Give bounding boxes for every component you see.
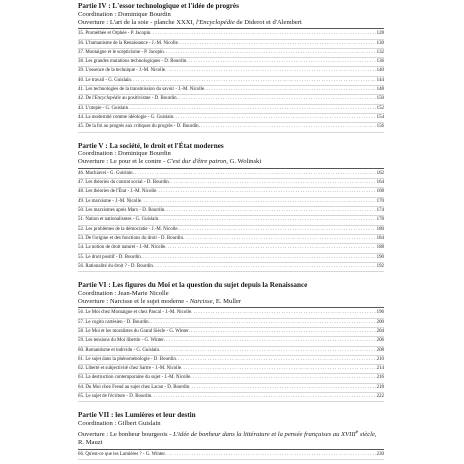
ouverture-italic-2: siècle (358, 431, 375, 439)
page-number: 130 (376, 40, 384, 46)
entry-title: 42. De l'Encyclopédie au positivisme - D. Bourdin (78, 96, 177, 102)
entry-title: 56. Rationalité du droit ? - D. Bourdin (78, 263, 153, 269)
toc-entry (78, 319, 384, 328)
ouverture (78, 158, 384, 166)
page-number: 178 (376, 217, 384, 223)
toc-entry (78, 365, 384, 374)
dot-leader (159, 347, 376, 355)
toc-entry (78, 198, 384, 207)
entry-title: 51. Nation et nationalismes - G. Guislain (78, 217, 159, 223)
toc-entry (78, 244, 384, 253)
page-number: 170 (376, 198, 384, 204)
entry-title: 37. Montaigne et le scepticisme - P. Jacopin (78, 49, 164, 55)
entry-title: 63. La destruction contemporaine du sujet - J.-M. Nicolle (78, 375, 191, 381)
part-vi (78, 281, 384, 402)
dot-leader (199, 123, 376, 131)
ouverture-italic: l'Encyclopédie (196, 18, 235, 26)
entry-title: 66. Qu'est-ce que les Lumières ? - G. Winter (78, 451, 165, 457)
part-title: Partie VII : les Lumières et leur destin (78, 411, 196, 420)
entry-title: 47. Les théories du contrat social - D. Bourdin (78, 180, 169, 186)
page-number: 128 (376, 31, 384, 37)
toc-entry (78, 114, 384, 123)
page-number: 144 (376, 77, 384, 83)
entry-title: 41. Les technologies de la transmission du savoir - J.-M. Nicolle (78, 87, 205, 93)
coordination: Coordination : Gilbert Guislain (78, 419, 161, 427)
toc-entry (78, 235, 384, 244)
toc-entry (78, 105, 384, 114)
toc-entry (78, 95, 384, 104)
dot-leader (158, 216, 376, 224)
ouverture (78, 428, 384, 447)
page-number: 162 (376, 170, 384, 176)
dot-leader (165, 451, 376, 459)
dot-leader (173, 114, 375, 122)
page-number: 140 (376, 68, 384, 74)
entry-title: 50. Les marxismes après Marx - D. Bourdin (78, 208, 165, 214)
toc-entry (78, 30, 384, 39)
dot-leader (156, 188, 375, 196)
ouverture-suffix: , R. Mauzi (78, 431, 377, 447)
part-iv (78, 2, 384, 133)
divider (78, 168, 384, 169)
coordination: Coordination : Dominique Bourdin (78, 150, 171, 158)
dot-leader (177, 95, 376, 103)
toc-entry (78, 86, 384, 95)
entry-title: 48. Les théories de l'État - J.-M. Nicolle (78, 189, 157, 195)
page-number: 222 (376, 394, 384, 400)
dot-leader (128, 105, 376, 113)
part-vii (78, 411, 384, 460)
coordination: Coordination : Jean-Marie Nicolle (78, 289, 169, 297)
dot-leader (169, 179, 376, 187)
dot-leader (191, 309, 376, 317)
entry-title: 54. La notion de droit naturel - J.-M. Nicolle (78, 245, 166, 251)
part-title: Partie IV : L'essor technologique et l'idée de progrès (78, 2, 239, 10)
toc-entry (78, 356, 384, 365)
ouverture-sup: e (355, 429, 359, 436)
entry-title: 64. Du Moi chez Freud au sujet chez Lacan - D. Bourdin (78, 384, 190, 390)
page-number: 184 (376, 235, 384, 241)
divider (78, 307, 384, 308)
entry-title: 52. Les problèmes de la démocratie - J.-M. Nicolle (78, 226, 178, 232)
dot-leader (190, 374, 375, 382)
dot-leader (165, 67, 376, 75)
toc-entry (78, 226, 384, 235)
toc-entry (78, 393, 384, 402)
toc-entry (78, 207, 384, 216)
ouverture-suffix: de Diderot et d'Alembert (234, 18, 302, 26)
dot-leader (164, 207, 375, 215)
entry-title: 36. L'humanisme de la Renaissance - J.-M. Nicolle (78, 40, 178, 46)
page-number: 192 (376, 263, 384, 269)
toc-entry (78, 67, 384, 76)
dot-leader (186, 58, 375, 66)
dot-leader (141, 198, 376, 206)
page-number: 154 (376, 114, 384, 120)
table-of-contents (78, 2, 384, 463)
page-number: 132 (376, 49, 384, 55)
entry-title: 55. Le droit positif - D. Bourdin (78, 254, 141, 260)
dot-leader (133, 170, 376, 178)
dot-leader (151, 393, 375, 401)
entry-list (78, 170, 384, 272)
divider (78, 449, 384, 450)
toc-entry (78, 179, 384, 188)
entry-title: 49. Le marxisme - J.-M. Nicolle (78, 198, 142, 204)
divider (78, 28, 384, 29)
toc-entry (78, 263, 384, 272)
dot-leader (149, 319, 376, 327)
part-title: Partie V : La société, le droit et l'État modernes (78, 141, 224, 150)
entry-list (78, 309, 384, 402)
ouverture (78, 19, 384, 27)
entry-title: 61. Le sujet dans la phénoménologie - D. Bourdin (78, 356, 176, 362)
dot-leader (181, 365, 376, 373)
page-number: 230 (376, 451, 384, 457)
toc-entry (78, 328, 384, 337)
entry-title: 62. Liberté et subjectivité chez Sartre - J.-M. Nicolle (78, 366, 182, 372)
ouverture-suffix: , G. Wolinski (226, 158, 262, 166)
entry-title: 40. Le travail - G. Guislain (78, 77, 131, 83)
part-title: Partie VI : Les figures du Moi et la question du sujet depuis la Renaissance (78, 281, 308, 290)
page-number: 200 (376, 319, 384, 325)
ouverture-italic: L'idée de bonheur dans la littérature et la pensée françaises au XVIII (173, 431, 356, 439)
page-number: 218 (376, 384, 384, 390)
page-number: 210 (376, 356, 384, 362)
entry-title: 38. Les grandes mutations technologiques - D. Bourdin (78, 59, 187, 65)
page-number: 188 (376, 245, 384, 251)
dot-leader (176, 356, 376, 364)
page-number: 190 (376, 254, 384, 260)
entry-title: 43. L'utopie - G. Guislain (78, 105, 129, 111)
page-number: 206 (376, 338, 384, 344)
dot-leader (178, 40, 376, 48)
dot-leader (204, 86, 375, 94)
toc-entry (78, 123, 384, 132)
ouverture-text: Ouverture : Le bonheur bourgeois - (78, 431, 174, 439)
entry-title: 57. Le cogito cartésien - D. Bourdin (78, 319, 149, 325)
dot-leader (150, 30, 375, 38)
dot-leader (165, 244, 375, 252)
toc-entry (78, 216, 384, 225)
entry-list (78, 451, 384, 460)
toc-entry (78, 170, 384, 179)
page-number: 164 (376, 180, 384, 186)
toc-entry (78, 309, 384, 318)
entry-title: 35. Prométhée et Orphée - P. Jacopin (78, 31, 151, 37)
toc-entry (78, 40, 384, 49)
entry-title: 65. Le sujet de l'écriture - D. Bourdin (78, 394, 152, 400)
entry-title: 45. De la foi au progrès aux critiques du progrès - D. Bourdin (78, 124, 199, 130)
page-number: 196 (376, 310, 384, 316)
entry-title: 59. Les tensions du Moi libertin - G. Winter (78, 338, 164, 344)
dot-leader (189, 328, 376, 336)
ouverture-suffix: , E. Muller (212, 297, 242, 305)
page-number: 216 (376, 375, 384, 381)
ouverture-text: Ouverture : Le pour et le contre - (78, 158, 167, 166)
page-number: 152 (376, 105, 384, 111)
dot-leader (178, 226, 376, 234)
entry-title: 58. Le Moi et les moralistes du Grand Siècle - G. Winter (78, 328, 189, 334)
dot-leader (189, 384, 375, 392)
entry-title: 39. L'essence de la technique - J.-M. Nicolle (78, 68, 165, 74)
page-number: 156 (376, 124, 384, 130)
dot-leader (164, 337, 376, 345)
ouverture-text: Ouverture : Narcisse et le sujet moderne - (78, 297, 190, 305)
toc-entry (78, 77, 384, 86)
page-number: 168 (376, 189, 384, 195)
entry-title: 44. La modernité comme idéologie - G. Guislain (78, 114, 174, 120)
entry-list (78, 30, 384, 132)
page-number: 174 (376, 208, 384, 214)
ouverture (78, 298, 384, 306)
part-v (78, 142, 384, 273)
page-number: 214 (376, 366, 384, 372)
page-number: 136 (376, 59, 384, 65)
ouverture-italic: C'est dur d'être patron (166, 158, 227, 166)
coordination: Coordination : Dominique Bourdin (78, 10, 171, 18)
toc-entry (78, 374, 384, 383)
entry-title: 46. Machiavel - G. Guislain (78, 170, 133, 176)
dot-leader (164, 49, 376, 57)
toc-entry (78, 384, 384, 393)
ouverture-text: Ouverture : L'art de la soie - planche XXXI, (78, 18, 196, 26)
toc-entry (78, 254, 384, 263)
toc-entry (78, 451, 384, 460)
dot-leader (141, 254, 376, 262)
page-number: 148 (376, 87, 384, 93)
dot-leader (131, 77, 376, 85)
toc-entry (78, 337, 384, 346)
page-number: 204 (376, 328, 384, 334)
toc-entry (78, 58, 384, 67)
ouverture-italic: Narcisse (189, 297, 213, 305)
entry-title: 60. Romantisme et individu - G. Guislain (78, 347, 159, 353)
toc-entry (78, 347, 384, 356)
dot-leader (183, 235, 376, 243)
entry-title: 53. De l'origine et des fonctions du droit - D. Bourdin (78, 235, 183, 241)
page-number: 208 (376, 347, 384, 353)
page-number: 150 (376, 96, 384, 102)
page-number: 180 (376, 226, 384, 232)
toc-entry (78, 49, 384, 58)
entry-title: 56. Le Moi chez Montaigne et chez Pascal - J.-M. Nicolle (78, 310, 192, 316)
toc-entry (78, 188, 384, 197)
dot-leader (153, 263, 376, 271)
